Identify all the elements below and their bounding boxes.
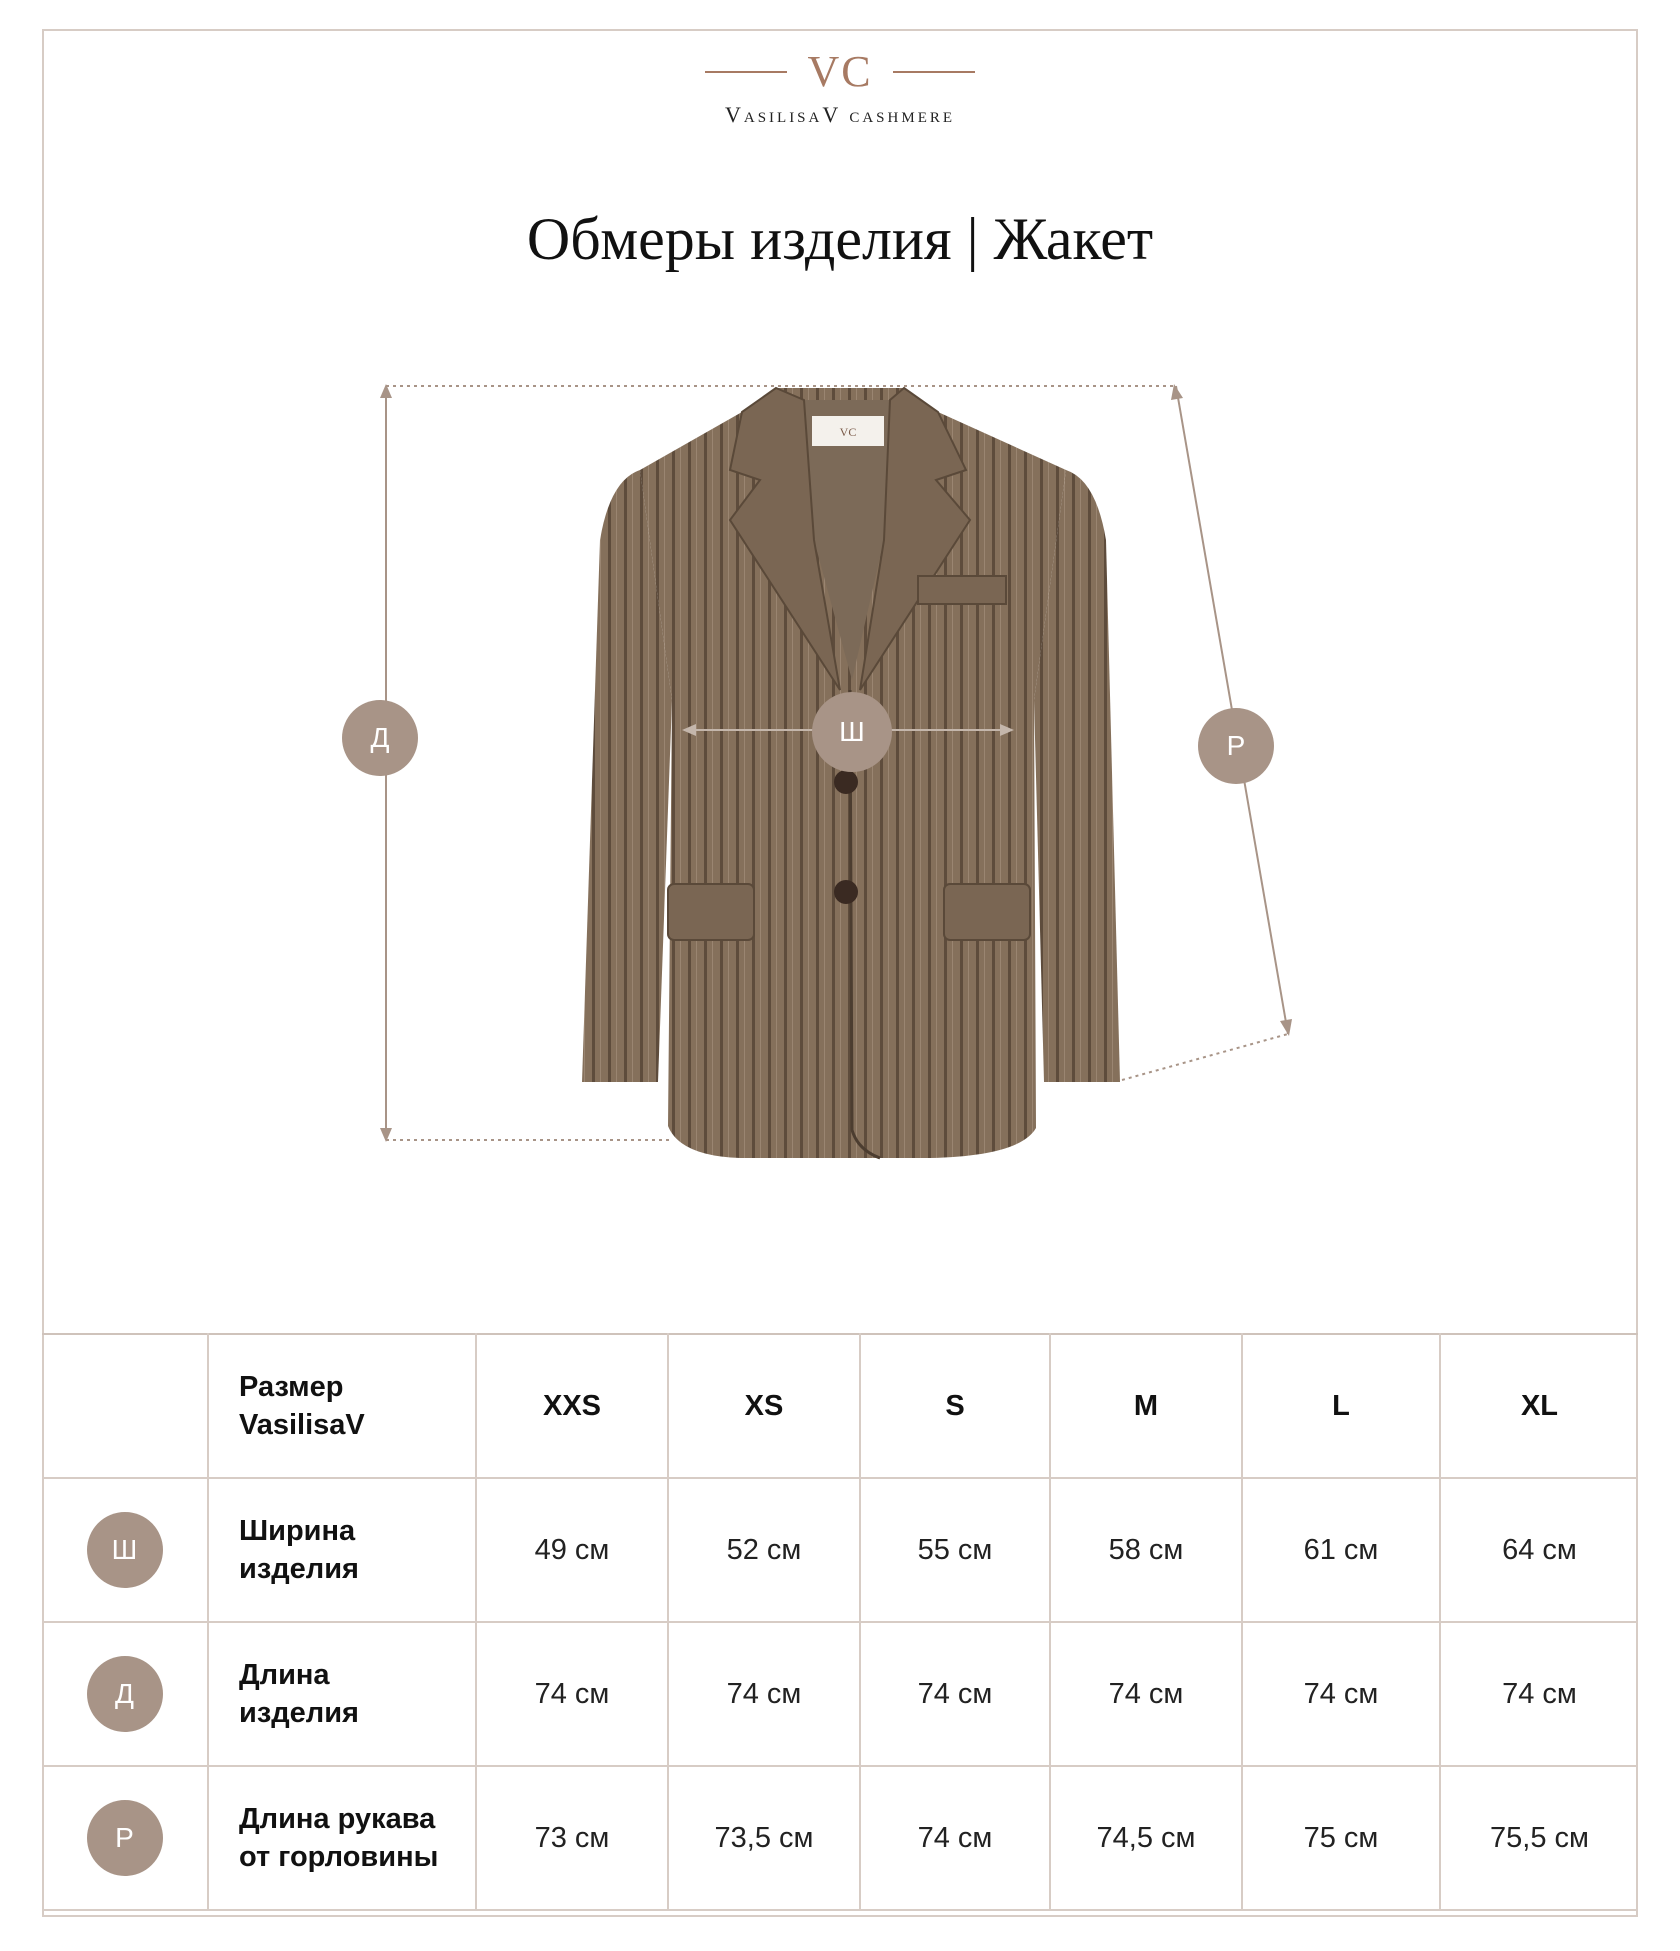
brand-name: VasilisaV cashmere [724, 102, 956, 127]
width-value-xs: 52 см [668, 1478, 860, 1622]
length-value-l: 74 см [1242, 1622, 1440, 1766]
size-chart-table [42, 1333, 1638, 1911]
row-badge-cell [42, 1622, 208, 1766]
sleeve-value-l: 75 см [1242, 1766, 1440, 1910]
width-value-xl: 64 см [1440, 1478, 1638, 1622]
row-badge-cell [42, 1766, 208, 1910]
length-arrow-bottom [380, 1128, 392, 1142]
row-label-width [208, 1478, 476, 1622]
sleeve-row-badge: Р [87, 1800, 163, 1876]
length-row-badge: Д [87, 1656, 163, 1732]
size-header-s: S [860, 1334, 1050, 1478]
length-value-xs: 74 см [668, 1622, 860, 1766]
left-flap-pocket [668, 884, 754, 940]
row-label-width-line2: изделия [239, 1553, 359, 1585]
width-value-l: 61 см [1242, 1478, 1440, 1622]
sleeve-badge: Р [1198, 708, 1274, 784]
header-size-label-line1: Размер [239, 1371, 344, 1403]
row-badge-cell [42, 1478, 208, 1622]
sleeve-value-xl: 75,5 см [1440, 1766, 1638, 1910]
sleeve-value-m: 74,5 см [1050, 1766, 1242, 1910]
width-value-m: 58 см [1050, 1478, 1242, 1622]
table-row-length [42, 1622, 1638, 1766]
row-label-length [208, 1622, 476, 1766]
logo-monogram: VC [807, 47, 873, 96]
length-value-xl: 74 см [1440, 1622, 1638, 1766]
size-header-m: M [1050, 1334, 1242, 1478]
header-size-label-line2: VasilisaV [239, 1409, 365, 1441]
length-value-s: 74 см [860, 1622, 1050, 1766]
length-value-xxs: 74 см [476, 1622, 668, 1766]
width-row-badge: Ш [87, 1512, 163, 1588]
table-row-width [42, 1478, 1638, 1622]
row-label-sleeve-line2: от горловины [239, 1841, 439, 1873]
sleeve-cuff-guide [1122, 1034, 1288, 1080]
jacket-shape [582, 388, 1120, 1158]
breast-pocket [918, 576, 1006, 604]
sleeve-value-xs: 73,5 см [668, 1766, 860, 1910]
size-header-xxs: XXS [476, 1334, 668, 1478]
right-flap-pocket [944, 884, 1030, 940]
row-label-sleeve [208, 1766, 476, 1910]
table-row-sleeve [42, 1766, 1638, 1910]
length-value-m: 74 см [1050, 1622, 1242, 1766]
row-label-sleeve-line1: Длина рукава [239, 1803, 436, 1835]
size-header-l: L [1242, 1334, 1440, 1478]
length-arrow-top [380, 384, 392, 398]
header-empty-cell [42, 1334, 208, 1478]
jacket-button-lower [834, 880, 858, 904]
row-label-length-line1: Длина [239, 1659, 330, 1691]
width-value-s: 55 см [860, 1478, 1050, 1622]
sleeve-value-s: 74 см [860, 1766, 1050, 1910]
sleeve-value-xxs: 73 см [476, 1766, 668, 1910]
header-size-label [208, 1334, 476, 1478]
row-label-length-line2: изделия [239, 1697, 359, 1729]
size-header-xs: XS [668, 1334, 860, 1478]
table-header-row [42, 1334, 1638, 1478]
page-title: Обмеры изделия | Жакет [526, 206, 1154, 272]
width-value-xxs: 49 см [476, 1478, 668, 1622]
length-badge: Д [342, 700, 418, 776]
row-label-width-line1: Ширина [239, 1515, 356, 1547]
brand-label-text: VC [839, 425, 857, 439]
sleeve-arrow-bottom [1280, 1019, 1292, 1036]
size-header-xl: XL [1440, 1334, 1638, 1478]
jacket-button-upper [834, 770, 858, 794]
width-badge: Ш [812, 692, 892, 772]
